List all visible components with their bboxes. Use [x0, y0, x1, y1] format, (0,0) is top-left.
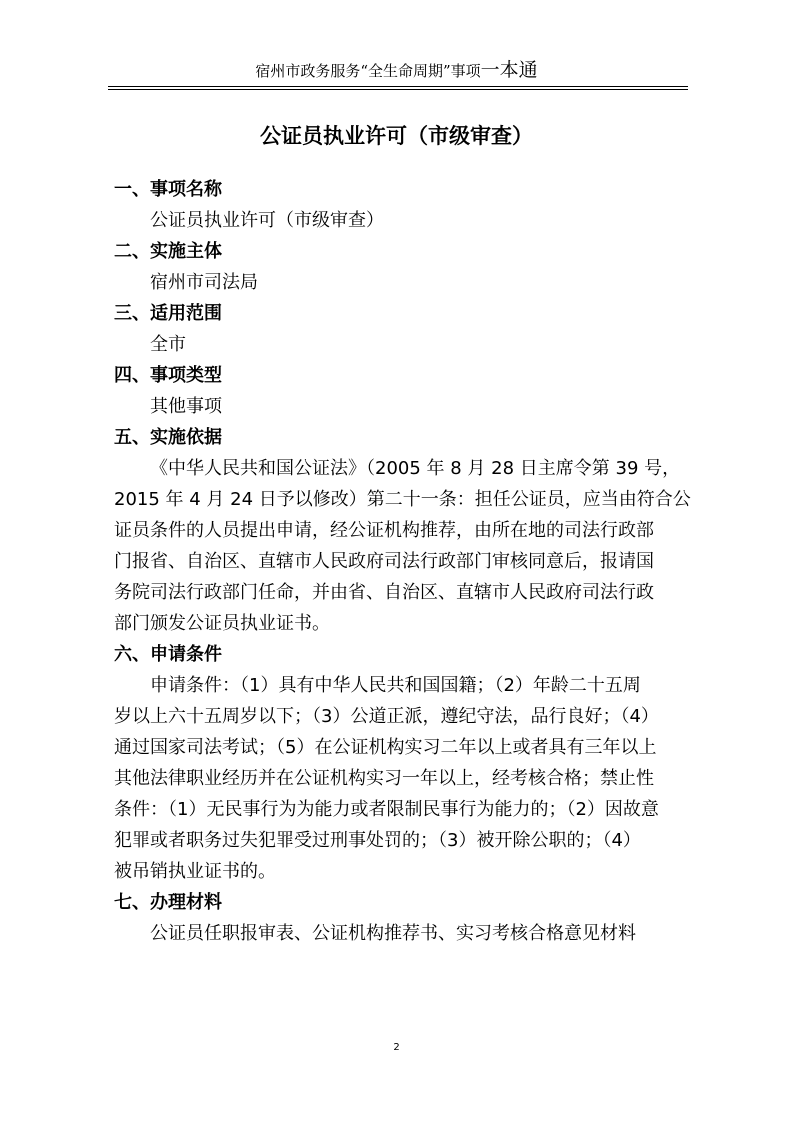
page-number: 2	[393, 1042, 400, 1053]
document-body	[114, 174, 691, 949]
section-implementing-body	[114, 236, 687, 298]
section-heading: 二、实施主体	[114, 241, 222, 262]
section-legal-basis	[114, 422, 691, 639]
section-heading: 四、事项类型	[114, 365, 222, 386]
paragraph-line: 犯罪或者职务过失犯罪受过刑事处罚的；（3）被开除公职的；（4）	[114, 830, 641, 851]
section-heading: 五、实施依据	[114, 427, 222, 448]
paragraph-line: 2015 年 4 月 24 日予以修改）第二十一条：担任公证员，应当由符合公	[114, 489, 691, 510]
header-text-main: 宿州市政务服务“全生命周期”事项	[255, 62, 481, 80]
paragraph-line: 被吊销执业证书的。	[114, 861, 276, 882]
paragraph-line: 其他法律职业经历并在公证机构实习一年以上，经考核合格；禁止性	[114, 768, 654, 789]
section-body: 其他事项	[150, 396, 222, 417]
section-body: 宿州市司法局	[150, 272, 258, 293]
paragraph-line: 部门颁发公证员执业证书。	[114, 613, 330, 634]
section-materials	[114, 887, 687, 949]
header-text	[0, 60, 793, 81]
header-text-emphasis: 一本通	[480, 59, 538, 81]
paragraph-line: 条件：（1）无民事行为为能力或者限制民事行为能力的；（2）因故意	[114, 799, 659, 820]
section-application-conditions	[114, 639, 687, 887]
paragraph-line: 岁以上六十五周岁以下；（3）公道正派，遵纪守法，品行良好；（4）	[114, 706, 659, 727]
section-body: 全市	[150, 334, 186, 355]
page-header	[0, 0, 793, 92]
section-body: 公证员任职报审表、公证机构推荐书、实习考核合格意见材料	[150, 923, 636, 944]
section-scope	[114, 298, 687, 360]
section-item-type	[114, 360, 687, 422]
paragraph-line: 证员条件的人员提出申请，经公证机构推荐，由所在地的司法行政部	[114, 520, 654, 541]
paragraph-line: 《中华人民共和国公证法》（2005 年 8 月 28 日主席令第 39 号，	[150, 458, 681, 479]
paragraph-line: 申请条件：（1）具有中华人民共和国国籍；（2）年龄二十五周	[150, 675, 641, 696]
paragraph-line: 门报省、自治区、直辖市人民政府司法行政部门审核同意后，报请国	[114, 551, 654, 572]
document-title: 公证员执业许可（市级审查）	[260, 124, 533, 148]
section-heading: 七、办理材料	[114, 892, 222, 913]
header-rule-top	[108, 86, 688, 87]
paragraph-line: 通过国家司法考试；（5）在公证机构实习二年以上或者具有三年以上	[114, 737, 657, 758]
section-paragraph	[114, 670, 687, 887]
section-paragraph	[114, 453, 691, 639]
section-item-name	[114, 174, 687, 236]
section-body: 公证员执业许可（市级审查）	[150, 210, 384, 231]
section-heading: 六、申请条件	[114, 644, 222, 665]
paragraph-line: 务院司法行政部门任命，并由省、自治区、直辖市人民政府司法行政	[114, 582, 654, 603]
section-heading: 三、适用范围	[114, 303, 222, 324]
section-heading: 一、事项名称	[114, 179, 222, 200]
header-rule-bottom	[108, 89, 688, 90]
